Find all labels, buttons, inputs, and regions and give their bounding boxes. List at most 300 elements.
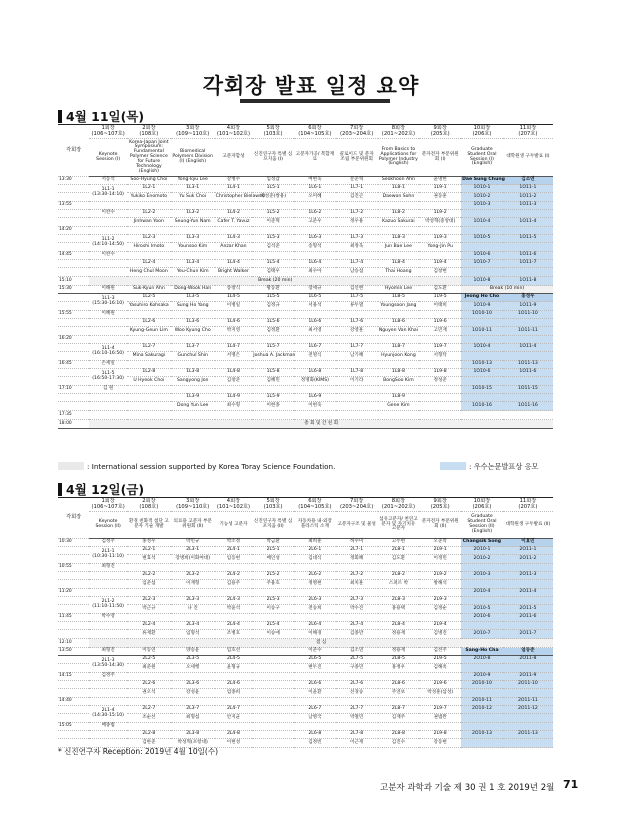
presentation-code: 2L3-2 — [171, 572, 215, 580]
presenter-name: 박지영 — [215, 327, 253, 336]
keynote-code: 1L1-1 — [101, 187, 115, 193]
room-location: (206호) — [472, 130, 492, 137]
schedule-cell — [378, 227, 420, 235]
grad-presentation: 2O11-7 — [503, 630, 553, 639]
presentation-code: 1L8-9 — [378, 394, 420, 402]
presenter-name: 안지균 — [215, 714, 253, 723]
schedule-cell — [252, 564, 294, 572]
presenter-name: 박윤석 — [215, 605, 253, 614]
schedule-cell: 12:10 — [58, 639, 89, 648]
schedule-cell — [215, 252, 253, 260]
chair-name: Sang-Ho Cha — [461, 648, 503, 656]
presenter-name: 김재주 — [378, 714, 420, 723]
keynote-slot — [89, 344, 127, 361]
presenter-name: 이근재 — [336, 739, 378, 748]
chair-name: 오준학 — [419, 539, 461, 547]
presenter-name: 김혜민 — [252, 377, 294, 386]
schedule-cell — [171, 361, 215, 369]
presenter-name: 정우용 — [336, 218, 378, 227]
grad-presentation: 2O11-10 — [503, 681, 553, 689]
schedule-cell — [215, 386, 253, 394]
legend-award — [440, 462, 538, 472]
schedule-cell — [89, 260, 127, 268]
room-name: 2회장 (108호) — [127, 498, 171, 512]
schedule-cell: 16:45 — [58, 361, 89, 369]
grad-presentation: 1O10-10 — [461, 311, 503, 319]
presenter-name: 강영훈 — [336, 327, 378, 336]
schedule-cell — [252, 664, 294, 673]
presenter-name: Hiroshi Imoto — [127, 243, 171, 252]
schedule-cell — [89, 268, 127, 277]
presentation-code: 2L3-5 — [171, 656, 215, 664]
schedule-cell — [89, 411, 553, 420]
presentation-code: 2L3-7 — [171, 706, 215, 714]
presentation-code: 1L8-7 — [378, 344, 420, 352]
keynote-code: 1L1-3 — [101, 296, 115, 302]
schedule-cell — [503, 622, 553, 630]
presentation-code: 2L7-3 — [336, 597, 378, 605]
schedule-cell — [336, 386, 378, 394]
schedule-cell — [215, 361, 253, 369]
room-location: (106~107호) — [91, 503, 125, 510]
schedule-cell — [419, 589, 461, 597]
presentation-code: 1L9-2 — [419, 210, 461, 218]
keynote-chair: 이찬수 — [89, 210, 127, 218]
chair-name: 홍성우 — [127, 539, 171, 547]
presentation-code: 1L5-1 — [252, 185, 294, 193]
chair-name: 최형진 — [89, 648, 127, 656]
schedule-cell — [503, 210, 553, 218]
schedule-cell — [58, 547, 89, 555]
presentation-code: 1L5-6 — [252, 319, 294, 327]
room-location: (106~107호) — [91, 130, 125, 137]
schedule-cell — [294, 589, 336, 597]
presentation-code: 1L3-2 — [171, 210, 215, 218]
international-swatch — [58, 462, 84, 470]
schedule-cell — [58, 185, 89, 193]
presenter-name: 남승섭 — [336, 268, 378, 277]
room-location: (201~202호) — [381, 130, 416, 137]
presenter-name: Cafer T. Yavuz — [215, 218, 253, 227]
schedule-cell — [89, 227, 127, 235]
keynote-code: (13:50-14:30) — [92, 663, 124, 668]
presenter-name: Bright Walker — [215, 268, 253, 277]
schedule-cell — [215, 723, 253, 731]
schedule-cell: 14:40 — [58, 698, 89, 706]
schedule-cell — [89, 572, 127, 580]
presenter-name: 박수진 — [336, 605, 378, 614]
schedule-cell — [89, 731, 127, 739]
schedule-cell — [89, 336, 127, 344]
presentation-code: 1L3-6 — [171, 319, 215, 327]
presenter-name: 스퍼르 박 — [378, 580, 420, 589]
schedule-cell — [171, 564, 215, 572]
grad-presentation: 1O11-16 — [503, 402, 553, 411]
schedule-cell — [215, 614, 253, 622]
presenter-name: 이재형 — [171, 580, 215, 589]
room-location: (104~105호) — [298, 503, 332, 510]
presentation-code: 1L6-1 — [294, 185, 336, 193]
presenter-name: 이준혁 — [252, 218, 294, 227]
schedule-cell: 15:05 — [58, 723, 89, 731]
schedule-cell — [89, 630, 127, 639]
schedule-cell — [252, 202, 294, 210]
schedule-cell — [503, 689, 553, 698]
schedule-row — [58, 706, 553, 714]
room-location: (104~105호) — [298, 130, 332, 137]
presentation-code: 2L3-3 — [171, 597, 215, 605]
presentation-code: 1L4-1 — [215, 185, 253, 193]
schedule-cell — [378, 614, 420, 622]
presenter-name: 류두열 — [336, 302, 378, 311]
presenter-name: 홍정우 — [378, 664, 420, 673]
presenter-name: 강동현 — [419, 739, 461, 748]
schedule-cell — [58, 681, 89, 689]
room-name: 7회장 (203~204호) — [336, 498, 378, 512]
schedule-row — [58, 673, 553, 681]
presentation-code: 2L2-8 — [127, 731, 171, 739]
schedule-row — [58, 597, 553, 605]
presentation-code: 2L2-5 — [127, 656, 171, 664]
session-topic: 분자전자 부문위원회 (II) — [419, 512, 461, 539]
keynote-code: (13:30-14:10) — [92, 192, 124, 197]
presentation-code: 1L2-7 — [127, 344, 171, 352]
presentation-code: 1L2-1 — [127, 185, 171, 193]
schedule-row — [58, 656, 553, 664]
presentation-code: 2L2-1 — [127, 547, 171, 555]
presentation-code: 1L5-2 — [252, 210, 294, 218]
schedule-row — [58, 714, 553, 723]
schedule-row — [58, 731, 553, 739]
room-name: 1회장 (106~107호) — [89, 125, 127, 139]
presentation-code: 2L7-2 — [336, 572, 378, 580]
schedule-cell — [336, 394, 378, 402]
presentation-code: 1L3-4 — [171, 260, 215, 268]
schedule-row — [58, 277, 553, 286]
chair-name: Changsik Song — [461, 539, 503, 547]
day1-schedule-table — [58, 124, 553, 429]
schedule-row — [58, 411, 553, 420]
schedule-cell — [252, 589, 294, 597]
presenter-name: Daewon Sohn — [378, 193, 420, 202]
schedule-row — [58, 294, 553, 302]
schedule-cell — [336, 252, 378, 260]
schedule-cell — [336, 589, 378, 597]
presenter-name: 김창현 — [419, 268, 461, 277]
grad-presentation: 1O10-4 — [461, 218, 503, 227]
presentation-code: 1L9-7 — [419, 344, 461, 352]
presenter-name: Woo Kyung Cho — [171, 327, 215, 336]
schedule-cell — [419, 361, 461, 369]
chair-name: 이동연 — [127, 648, 171, 656]
grad-presentation: 2O10-5 — [461, 605, 503, 614]
schedule-row — [58, 327, 553, 336]
presentation-code: 2L5-2 — [252, 572, 294, 580]
presentation-code: 2L4-5 — [215, 656, 253, 664]
presenter-name: Yu Suk Choi — [171, 193, 215, 202]
schedule-cell — [58, 622, 89, 630]
schedule-cell — [252, 706, 294, 714]
room-name: 6회장 (104~105호) — [294, 498, 336, 512]
schedule-cell — [127, 227, 171, 235]
schedule-cell — [294, 614, 336, 622]
legend-international — [58, 462, 335, 471]
schedule-row — [58, 218, 553, 227]
presenter-name: 김정규 — [252, 302, 294, 311]
keynote-slot — [89, 706, 127, 723]
schedule-cell — [58, 260, 89, 268]
keynote-slot — [89, 547, 127, 564]
presentation-code: 2L9-7 — [419, 706, 461, 714]
presenter-name: 임동현 — [215, 555, 253, 564]
grad-presentation: 1O11-9 — [503, 302, 553, 311]
presenter-name: 정용재 — [378, 630, 420, 639]
grad-presentation: 1O10-1 — [461, 185, 503, 193]
presenter-name: Yasuhiro Kohsaka — [127, 302, 171, 311]
schedule-row — [58, 512, 553, 539]
presenter-name: 김대식 — [294, 555, 336, 564]
schedule-cell — [503, 714, 553, 723]
schedule-cell — [215, 589, 253, 597]
keynote-code: (11:10-11:50) — [92, 604, 124, 609]
grad-presentation: 2O11-13 — [503, 731, 553, 739]
schedule-row — [58, 580, 553, 589]
presentation-code: 1L2-8 — [127, 369, 171, 377]
schedule-cell — [419, 386, 461, 394]
presenter-name: 박성혁(중앙대) — [419, 218, 461, 227]
presenter-name: 고민재 — [419, 327, 461, 336]
presenter-name: 구종민 — [336, 664, 378, 673]
room-name: 11회장 (207호) — [503, 498, 553, 512]
presentation-code: 2L3-8 — [171, 731, 215, 739]
presentation-code: 1L6-3 — [294, 235, 336, 243]
presentation-code: 1L6-4 — [294, 260, 336, 268]
schedule-cell — [378, 698, 420, 706]
room-name: 1회장 (106~107호) — [89, 498, 127, 512]
presenter-name: Thai Hoang — [378, 268, 420, 277]
schedule-cell — [58, 268, 89, 277]
presentation-code: 2L8-4 — [378, 622, 420, 630]
presentation-code: 2L9-8 — [419, 731, 461, 739]
schedule-cell — [378, 361, 420, 369]
grad-presentation: 2O10-11 — [461, 698, 503, 706]
schedule-cell — [89, 580, 127, 589]
presenter-name: 임형석 — [171, 630, 215, 639]
room-location: (203~204호) — [340, 130, 374, 137]
schedule-cell — [127, 202, 171, 210]
presenter-name: 오세행 — [171, 664, 215, 673]
schedule-cell — [89, 698, 127, 706]
schedule-cell — [294, 311, 336, 319]
chair-name: 홍성우 — [503, 294, 553, 302]
schedule-row — [58, 260, 553, 268]
presentation-code: 2L2-6 — [127, 681, 171, 689]
presentation-code: 2L8-7 — [378, 706, 420, 714]
presentation-code: 1L9-3 — [419, 235, 461, 243]
keynote-code: (10:30-11:10) — [92, 554, 124, 559]
schedule-cell — [58, 243, 89, 252]
schedule-cell — [127, 252, 171, 260]
schedule-row — [58, 386, 553, 394]
session-topic: 대학원생 구두발표 (I) — [503, 139, 553, 177]
schedule-cell — [419, 336, 461, 344]
session-topic: 고분자가공/ 복합재료 — [294, 139, 336, 177]
schedule-row — [58, 630, 553, 639]
schedule-cell — [58, 394, 89, 402]
schedule-cell — [58, 327, 89, 336]
schedule-cell — [378, 564, 420, 572]
schedule-cell — [252, 689, 294, 698]
schedule-row — [58, 498, 553, 512]
grad-presentation: 2O11-4 — [503, 589, 553, 597]
session-topic: 기능성 고분자 — [215, 512, 253, 539]
schedule-row — [58, 235, 553, 243]
schedule-cell — [215, 311, 253, 319]
schedule-cell — [171, 698, 215, 706]
schedule-row — [58, 311, 553, 319]
schedule-cell — [215, 227, 253, 235]
grad-presentation: 1O11-11 — [503, 327, 553, 336]
presentation-code: 2L8-1 — [378, 547, 420, 555]
presenter-name: 배인성 — [252, 555, 294, 564]
presentation-code: 2L4-8 — [215, 731, 253, 739]
presentation-code: 1L6-5 — [294, 294, 336, 302]
presentation-code: 1L3-9 — [171, 394, 215, 402]
schedule-cell — [461, 664, 503, 673]
room-location: (203~204호) — [340, 503, 374, 510]
room-location: (201~202호) — [381, 503, 416, 510]
room-name: 8회장 (201~202호) — [378, 498, 420, 512]
schedule-cell — [294, 723, 336, 731]
chair-name: 이준수 — [294, 648, 336, 656]
presenter-name: 정성준 — [419, 377, 461, 386]
schedule-cell: 11:20 — [58, 589, 89, 597]
presenter-name: 오미혜 — [294, 193, 336, 202]
session-topic: 신진연구자 특별 심포지움 (I) — [252, 139, 294, 177]
schedule-cell — [58, 218, 89, 227]
presentation-code: 1L2-4 — [127, 260, 171, 268]
grad-presentation: 2O10-6 — [461, 614, 503, 622]
chair-name: 박민규 — [171, 539, 215, 547]
reception-note: * 신진연구자 Reception: 2019년 4월 10일(수) — [58, 747, 219, 756]
keynote-chair: 김정주 — [89, 673, 127, 681]
presenter-name: 주용호 — [252, 580, 294, 589]
room-name: 8회장 (201~202호) — [378, 125, 420, 139]
presenter-name: 김정빈 — [294, 739, 336, 748]
presenter-name: 강성윤 — [171, 689, 215, 698]
schedule-cell — [419, 394, 461, 402]
schedule-cell — [336, 311, 378, 319]
schedule-cell: 17:35 — [58, 411, 89, 420]
grad-presentation: 1O11-4 — [503, 218, 553, 227]
presentation-code: 2L4-2 — [215, 572, 253, 580]
schedule-cell — [89, 218, 127, 227]
presenter-name: 박철민 — [336, 714, 378, 723]
presentation-code: 2L2-3 — [127, 597, 171, 605]
presentation-code: 1L4-7 — [215, 344, 253, 352]
presenter-name: 김진수 — [378, 739, 420, 748]
schedule-cell — [127, 698, 171, 706]
presenter-name: Heng Chul Moon — [127, 268, 171, 277]
schedule-cell — [419, 564, 461, 572]
presentation-code: 1L4-3 — [215, 235, 253, 243]
schedule-cell — [336, 227, 378, 235]
schedule-cell — [419, 698, 461, 706]
schedule-cell — [171, 673, 215, 681]
presenter-name: 전명식 — [294, 352, 336, 361]
session-topic: 환경 친화적 첨단 고분자 기술 개발 — [127, 512, 171, 539]
schedule-row — [58, 139, 553, 177]
room-location: (103호) — [263, 130, 283, 137]
keynote-chair: 배종범 — [89, 723, 127, 731]
presentation-code: 1L9-5 — [419, 294, 461, 302]
schedule-row — [58, 689, 553, 698]
presenter-name: Kazuo Sakurai — [378, 218, 420, 227]
schedule-cell — [89, 622, 127, 630]
room-name: 2회장 (108호) — [127, 125, 171, 139]
schedule-cell — [419, 227, 461, 235]
keynote-chair: 손세일 — [89, 361, 127, 369]
presenter-name: 엄종희 — [215, 689, 253, 698]
session-topic: 신진연구자 특별 심포지움 (II) — [252, 512, 294, 539]
room-location: (109~110호) — [176, 503, 210, 510]
schedule-cell — [378, 589, 420, 597]
presentation-code: 1L7-8 — [336, 369, 378, 377]
schedule-cell — [252, 656, 294, 664]
grad-presentation: 2O11-11 — [503, 698, 553, 706]
chair-name: 고두현 — [378, 539, 420, 547]
grad-presentation: 2O10-4 — [461, 589, 503, 597]
schedule-row — [58, 622, 553, 630]
keynote-slot — [89, 597, 127, 614]
room-label: 각회장 — [58, 125, 89, 177]
presenter-name: 김용주 — [215, 580, 253, 589]
schedule-cell — [171, 252, 215, 260]
presenter-name: Nguyen Van Khai — [378, 327, 420, 336]
presentation-code: 2L7-4 — [336, 622, 378, 630]
schedule-cell — [89, 589, 127, 597]
room-name: 6회장 (104~105호) — [294, 125, 336, 139]
grad-presentation: 1O10-6 — [461, 252, 503, 260]
schedule-cell — [336, 564, 378, 572]
room-name: 4회장 (101~102호) — [215, 125, 253, 139]
presentation-code: 1L4-5 — [215, 294, 253, 302]
schedule-row — [58, 193, 553, 202]
presentation-code: 1L7-1 — [336, 185, 378, 193]
presenter-name: 이윤환 — [294, 689, 336, 698]
grad-presentation: 1O11-8 — [503, 277, 553, 286]
room-location: (205호) — [430, 130, 450, 137]
presentation-code: 2L2-7 — [127, 706, 171, 714]
presenter-name: 김태우 — [252, 268, 294, 277]
room-location: (207호) — [518, 130, 538, 137]
schedule-cell — [127, 361, 171, 369]
schedule-cell: 18:00 — [58, 420, 89, 429]
keynote-slot — [89, 656, 127, 673]
schedule-cell — [461, 227, 503, 235]
schedule-cell — [89, 202, 127, 210]
presentation-code: 1L7-5 — [336, 294, 378, 302]
presenter-name: 김진곤 — [336, 193, 378, 202]
schedule-cell — [252, 386, 294, 394]
schedule-row — [58, 605, 553, 614]
presentation-code: 2L9-2 — [419, 572, 461, 580]
grad-presentation: 2O10-2 — [461, 555, 503, 564]
schedule-cell — [294, 361, 336, 369]
schedule-cell — [58, 344, 89, 352]
presenter-name: 남기혜 — [336, 352, 378, 361]
schedule-row — [58, 302, 553, 311]
